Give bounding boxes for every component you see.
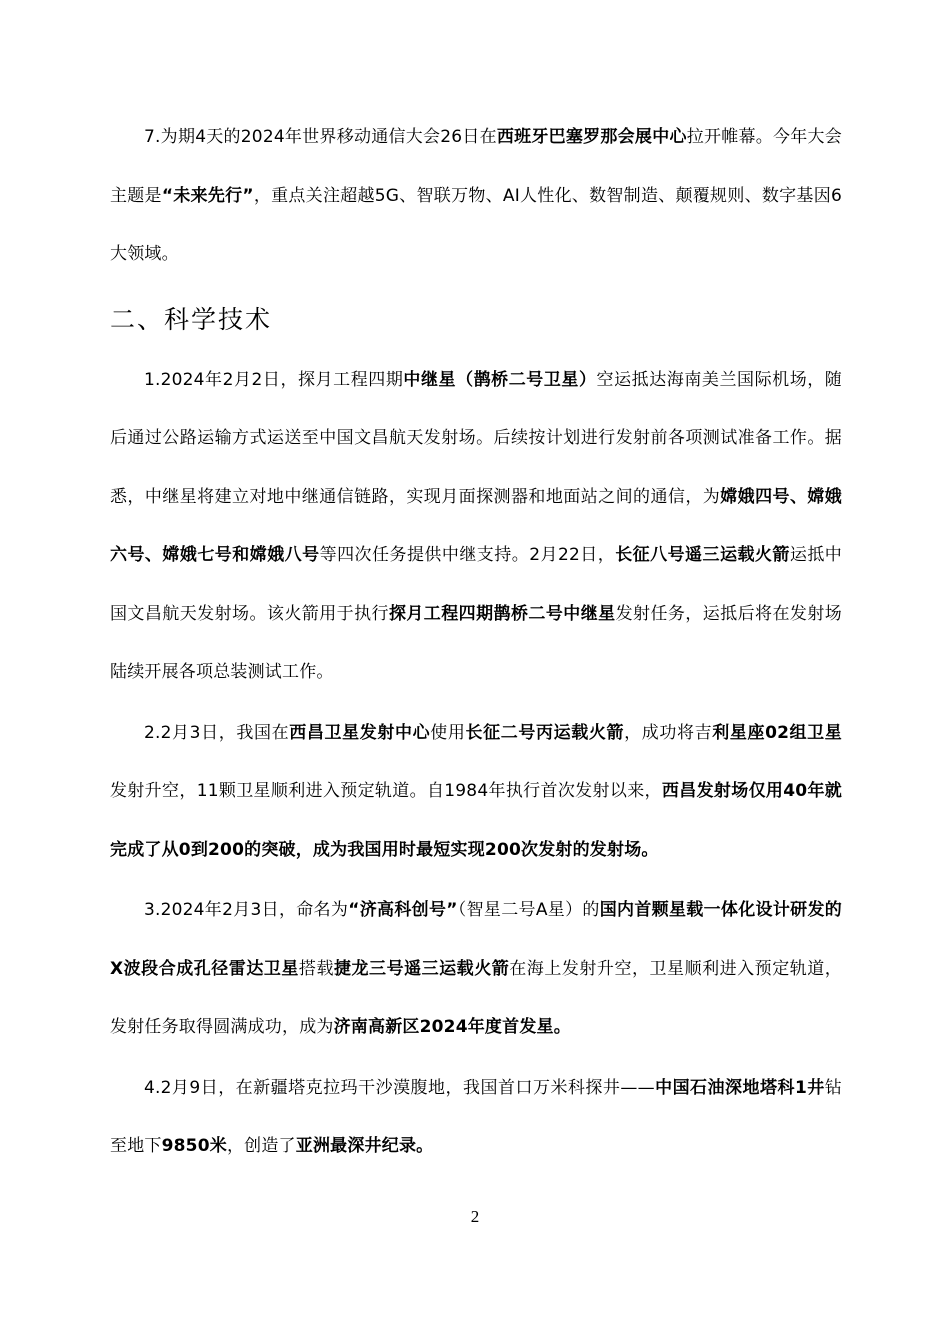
paragraph-p7 <box>110 108 842 284</box>
top-paragraphs <box>110 108 842 284</box>
bold-text: 亚洲最深井纪录。 <box>295 1136 434 1156</box>
bold-text: 西昌卫星发射中心 <box>289 722 431 743</box>
text-run: ，成功将吉 <box>624 722 713 743</box>
text-run: 发射任务，运抵后将在发射场陆续开展各项总装测试工作。 <box>110 603 842 682</box>
bold-text: 国内首颗星载一体化设计研发的X波段合成孔径雷达卫星 <box>110 900 842 979</box>
document-page <box>110 108 842 1176</box>
bold-text: “济高科创号” <box>348 900 458 920</box>
paragraph-s3 <box>110 881 842 1057</box>
bold-text: 利星座02组卫星 <box>712 722 842 743</box>
text-run: ，创造了 <box>226 1136 296 1156</box>
bold-text: 探月工程四期鹊桥二号中继星 <box>388 603 616 624</box>
bold-text: 济南高新区2024年度首发星。 <box>333 1017 571 1037</box>
bold-text: 嫦娥四号、嫦娥六号、嫦娥七号和嫦娥八号 <box>110 486 843 565</box>
paragraph-s2 <box>110 704 842 880</box>
section-heading: 二、科学技术 <box>110 304 273 334</box>
text-run: 钻至地下 <box>110 1077 842 1156</box>
text-run: 搭载 <box>298 958 334 979</box>
bold-text: “未来先行” <box>161 185 254 206</box>
text-run: 发射升空，11颗卫星顺利进入预定轨道。自1984年执行首次发射以来， <box>110 781 662 801</box>
bold-text: 西班牙巴塞罗那会展中心 <box>496 127 687 147</box>
text-run: 7.为期4天的2024年世界移动通信大会26日在 <box>144 127 497 147</box>
text-run: 空运抵达海南美兰国际机场，随后通过公路运输方式运送至中国文昌航天发射场。后续按计划进行发射前各项测试准备工作。据悉，中继星将建立对地中继通信链路，实现月面探测器和地面站之间的通信，为 <box>110 369 843 507</box>
section-paragraphs <box>110 351 842 1176</box>
text-run: （智星二号A星）的 <box>457 900 600 920</box>
bold-text: 中国石油深地塔科1井 <box>654 1077 825 1098</box>
text-run: 等四次任务提供中继支持。2月22日， <box>319 545 616 565</box>
text-run: 运抵中国文昌航天发射场。该火箭用于执行 <box>110 545 842 624</box>
paragraph-s1 <box>110 351 842 702</box>
bold-text: 长征八号遥三运载火箭 <box>615 545 790 565</box>
bold-text: 中继星（鹊桥二号卫星） <box>403 369 597 390</box>
text-run: 在海上发射升空，卫星顺利进入预定轨道，发射任务取得圆满成功，成为 <box>110 958 842 1037</box>
bold-text: 西昌发射场仅用40年就完成了从0到200的突破，成为我国用时最短实现200次发射的发射场。 <box>110 781 843 860</box>
page-number: 2 <box>470 1207 480 1226</box>
text-run: 4.2月9日，在新疆塔克拉玛干沙漠腹地，我国首口万米科探井—— <box>144 1077 655 1098</box>
bold-text: 长征二号丙运载火箭 <box>465 722 625 743</box>
paragraph-s4 <box>110 1059 842 1176</box>
text-run: 2.2月3日，我国在 <box>144 722 290 743</box>
text-run: 拉开帷幕。今年大会主题是 <box>110 127 842 206</box>
text-run: 3.2024年2月3日，命名为 <box>144 900 349 920</box>
bold-text: 9850米 <box>161 1136 227 1156</box>
text-run: 使用 <box>430 722 466 743</box>
text-run: 1.2024年2月2日，探月工程四期 <box>144 369 404 390</box>
text-run: ，重点关注超越5G、智联万物、AI人性化、数智制造、颠覆规则、数字基因6大领域。 <box>110 185 842 264</box>
bold-text: 捷龙三号遥三运载火箭 <box>333 958 510 979</box>
